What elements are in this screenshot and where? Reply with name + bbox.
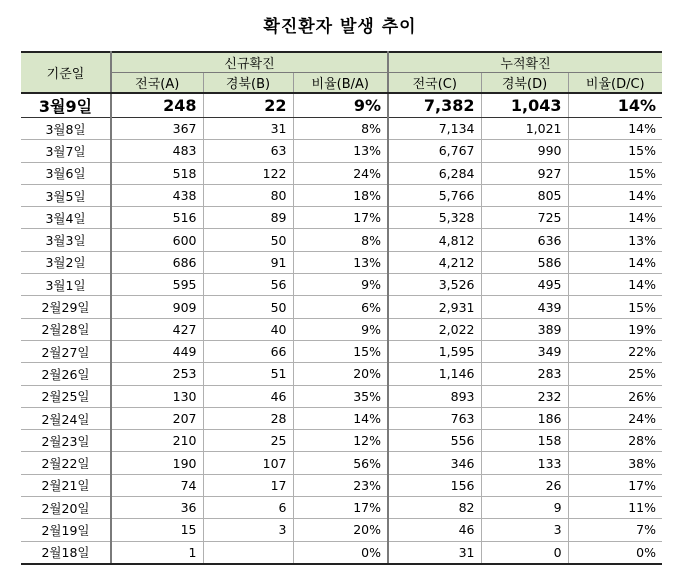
cell-cum-ratio: 14% — [568, 118, 662, 140]
table-row — [21, 430, 662, 452]
cell-cum-gyeongbuk: 232 — [481, 385, 568, 407]
cell-new-gyeongbuk: 63 — [203, 140, 293, 162]
cell-new-gyeongbuk: 25 — [203, 430, 293, 452]
cell-cum-gyeongbuk: 725 — [481, 207, 568, 229]
cell-cum-gyeongbuk: 9 — [481, 497, 568, 519]
cell-new-gyeongbuk: 89 — [203, 207, 293, 229]
cell-new-national: 438 — [111, 184, 203, 206]
cell-cum-gyeongbuk: 349 — [481, 340, 568, 362]
cell-cum-ratio: 17% — [568, 474, 662, 496]
cell-cum-gyeongbuk: 158 — [481, 430, 568, 452]
cell-new-ratio: 56% — [293, 452, 388, 474]
cell-new-gyeongbuk: 107 — [203, 452, 293, 474]
cell-new-national: 518 — [111, 162, 203, 184]
cell-date: 3월4일 — [21, 207, 111, 229]
cell-new-national: 367 — [111, 118, 203, 140]
cell-new-national: 686 — [111, 251, 203, 273]
cell-new-national: 190 — [111, 452, 203, 474]
cell-cum-ratio: 11% — [568, 497, 662, 519]
table-row — [21, 497, 662, 519]
table-row — [21, 363, 662, 385]
cell-cum-gyeongbuk: 927 — [481, 162, 568, 184]
cell-cum-gyeongbuk: 389 — [481, 318, 568, 340]
cell-cum-national: 5,328 — [388, 207, 481, 229]
cell-cum-gyeongbuk: 1,021 — [481, 118, 568, 140]
cell-date: 3월6일 — [21, 162, 111, 184]
cell-new-ratio: 18% — [293, 184, 388, 206]
cell-new-gyeongbuk: 40 — [203, 318, 293, 340]
cell-date: 2월23일 — [21, 430, 111, 452]
cell-cum-ratio: 19% — [568, 318, 662, 340]
header-col-cum-gyeongbuk: 경북(D) — [481, 73, 568, 94]
table-row — [21, 385, 662, 407]
cell-new-ratio: 9% — [293, 274, 388, 296]
cell-cum-gyeongbuk: 283 — [481, 363, 568, 385]
cell-cum-ratio: 28% — [568, 430, 662, 452]
table-row — [21, 162, 662, 184]
cell-cum-ratio: 14% — [568, 93, 662, 118]
cell-new-gyeongbuk: 46 — [203, 385, 293, 407]
cell-new-national: 207 — [111, 407, 203, 429]
cell-new-national: 130 — [111, 385, 203, 407]
cell-date: 2월19일 — [21, 519, 111, 541]
cell-new-ratio: 20% — [293, 363, 388, 385]
cell-cum-ratio: 14% — [568, 274, 662, 296]
cell-cum-ratio: 7% — [568, 519, 662, 541]
cell-cum-national: 4,812 — [388, 229, 481, 251]
cell-new-ratio: 17% — [293, 497, 388, 519]
cell-date: 2월25일 — [21, 385, 111, 407]
cell-new-ratio: 17% — [293, 207, 388, 229]
table-row — [21, 318, 662, 340]
cell-new-ratio: 0% — [293, 541, 388, 564]
cell-cum-ratio: 15% — [568, 140, 662, 162]
table-row — [21, 407, 662, 429]
cell-cum-national: 1,595 — [388, 340, 481, 362]
cell-new-gyeongbuk: 66 — [203, 340, 293, 362]
cell-cum-national: 156 — [388, 474, 481, 496]
cell-cum-ratio: 0% — [568, 541, 662, 564]
cell-cum-national: 31 — [388, 541, 481, 564]
cell-new-national: 74 — [111, 474, 203, 496]
cell-cum-national: 2,022 — [388, 318, 481, 340]
cell-cum-ratio: 22% — [568, 340, 662, 362]
cell-cum-national: 6,767 — [388, 140, 481, 162]
cell-cum-national: 4,212 — [388, 251, 481, 273]
cell-new-national: 253 — [111, 363, 203, 385]
cell-cum-national: 46 — [388, 519, 481, 541]
cell-cum-ratio: 15% — [568, 296, 662, 318]
table-row — [21, 519, 662, 541]
cell-date: 3월7일 — [21, 140, 111, 162]
cell-new-national: 600 — [111, 229, 203, 251]
cell-cum-ratio: 38% — [568, 452, 662, 474]
cell-cum-national: 556 — [388, 430, 481, 452]
cell-new-gyeongbuk — [203, 541, 293, 564]
header-col-new-ratio: 비율(B/A) — [293, 73, 388, 94]
cell-new-national: 449 — [111, 340, 203, 362]
cell-cum-national: 763 — [388, 407, 481, 429]
table-row — [21, 452, 662, 474]
cell-date: 2월20일 — [21, 497, 111, 519]
cell-cum-gyeongbuk: 805 — [481, 184, 568, 206]
cell-new-gyeongbuk: 3 — [203, 519, 293, 541]
cell-new-ratio: 8% — [293, 118, 388, 140]
cell-cum-ratio: 13% — [568, 229, 662, 251]
cell-new-national: 1 — [111, 541, 203, 564]
header-col-cum-national: 전국(C) — [388, 73, 481, 94]
cell-cum-national: 5,766 — [388, 184, 481, 206]
table-row — [21, 340, 662, 362]
cell-cum-national: 7,382 — [388, 93, 481, 118]
table-row — [21, 541, 662, 564]
cell-cum-ratio: 26% — [568, 385, 662, 407]
cell-new-ratio: 13% — [293, 251, 388, 273]
cell-new-national: 516 — [111, 207, 203, 229]
cell-cum-ratio: 15% — [568, 162, 662, 184]
cell-cum-ratio: 14% — [568, 184, 662, 206]
cell-new-national: 248 — [111, 93, 203, 118]
cell-cum-national: 3,526 — [388, 274, 481, 296]
cell-new-ratio: 9% — [293, 93, 388, 118]
cell-date: 2월18일 — [21, 541, 111, 564]
table-row — [21, 93, 662, 118]
cell-new-gyeongbuk: 50 — [203, 296, 293, 318]
cell-cum-ratio: 24% — [568, 407, 662, 429]
cell-new-national: 595 — [111, 274, 203, 296]
cell-new-national: 36 — [111, 497, 203, 519]
cell-cum-national: 7,134 — [388, 118, 481, 140]
cell-cum-gyeongbuk: 586 — [481, 251, 568, 273]
cell-new-ratio: 24% — [293, 162, 388, 184]
confirmed-cases-table — [21, 51, 662, 565]
cell-new-gyeongbuk: 28 — [203, 407, 293, 429]
header-col-new-gyeongbuk: 경북(B) — [203, 73, 293, 94]
cell-date: 2월21일 — [21, 474, 111, 496]
document-title: 확진환자 발생 추이 — [263, 17, 417, 37]
cell-cum-ratio: 14% — [568, 251, 662, 273]
table-row — [21, 474, 662, 496]
cell-cum-national: 82 — [388, 497, 481, 519]
cell-new-gyeongbuk: 17 — [203, 474, 293, 496]
cell-date: 3월5일 — [21, 184, 111, 206]
cell-new-gyeongbuk: 6 — [203, 497, 293, 519]
cell-cum-gyeongbuk: 3 — [481, 519, 568, 541]
table-row — [21, 118, 662, 140]
cell-cum-national: 346 — [388, 452, 481, 474]
cell-new-national: 210 — [111, 430, 203, 452]
cell-cum-national: 6,284 — [388, 162, 481, 184]
cell-cum-ratio: 25% — [568, 363, 662, 385]
cell-cum-gyeongbuk: 636 — [481, 229, 568, 251]
cell-cum-national: 2,931 — [388, 296, 481, 318]
cell-date: 3월3일 — [21, 229, 111, 251]
cell-date: 2월28일 — [21, 318, 111, 340]
cell-new-gyeongbuk: 56 — [203, 274, 293, 296]
cell-date: 2월26일 — [21, 363, 111, 385]
cell-new-ratio: 12% — [293, 430, 388, 452]
cell-new-ratio: 8% — [293, 229, 388, 251]
cell-cum-gyeongbuk: 439 — [481, 296, 568, 318]
cell-cum-gyeongbuk: 495 — [481, 274, 568, 296]
cell-new-national: 909 — [111, 296, 203, 318]
cell-new-national: 427 — [111, 318, 203, 340]
header-group-cumulative: 누적확진 — [388, 52, 662, 73]
table-row — [21, 296, 662, 318]
cell-date: 3월1일 — [21, 274, 111, 296]
table-row — [21, 229, 662, 251]
cell-cum-gyeongbuk: 186 — [481, 407, 568, 429]
header-col-new-national: 전국(A) — [111, 73, 203, 94]
cell-new-gyeongbuk: 91 — [203, 251, 293, 273]
cell-date: 2월27일 — [21, 340, 111, 362]
cell-date: 2월22일 — [21, 452, 111, 474]
cell-new-ratio: 6% — [293, 296, 388, 318]
cell-new-ratio: 15% — [293, 340, 388, 362]
cell-new-ratio: 20% — [293, 519, 388, 541]
table-body — [21, 93, 662, 564]
cell-new-ratio: 13% — [293, 140, 388, 162]
table-row — [21, 251, 662, 273]
cell-cum-gyeongbuk: 133 — [481, 452, 568, 474]
cell-new-gyeongbuk: 31 — [203, 118, 293, 140]
cell-new-national: 483 — [111, 140, 203, 162]
cell-new-ratio: 14% — [293, 407, 388, 429]
cell-cum-gyeongbuk: 0 — [481, 541, 568, 564]
table-row — [21, 274, 662, 296]
cell-date: 2월29일 — [21, 296, 111, 318]
cell-new-national: 15 — [111, 519, 203, 541]
cell-new-ratio: 35% — [293, 385, 388, 407]
cell-date: 3월8일 — [21, 118, 111, 140]
header-base-date: 기준일 — [21, 52, 111, 93]
cell-new-gyeongbuk: 22 — [203, 93, 293, 118]
cell-cum-gyeongbuk: 26 — [481, 474, 568, 496]
cell-new-gyeongbuk: 122 — [203, 162, 293, 184]
cell-cum-national: 893 — [388, 385, 481, 407]
cell-cum-gyeongbuk: 1,043 — [481, 93, 568, 118]
cell-new-gyeongbuk: 51 — [203, 363, 293, 385]
cell-new-gyeongbuk: 50 — [203, 229, 293, 251]
header-group-new: 신규확진 — [111, 52, 388, 73]
cell-date: 3월2일 — [21, 251, 111, 273]
table-row — [21, 184, 662, 206]
cell-new-ratio: 9% — [293, 318, 388, 340]
header-col-cum-ratio: 비율(D/C) — [568, 73, 662, 94]
cell-new-ratio: 23% — [293, 474, 388, 496]
cell-cum-ratio: 14% — [568, 207, 662, 229]
table-row — [21, 140, 662, 162]
cell-date: 2월24일 — [21, 407, 111, 429]
cell-cum-gyeongbuk: 990 — [481, 140, 568, 162]
cell-new-gyeongbuk: 80 — [203, 184, 293, 206]
cell-date: 3월9일 — [21, 93, 111, 118]
cell-cum-national: 1,146 — [388, 363, 481, 385]
table-row — [21, 207, 662, 229]
